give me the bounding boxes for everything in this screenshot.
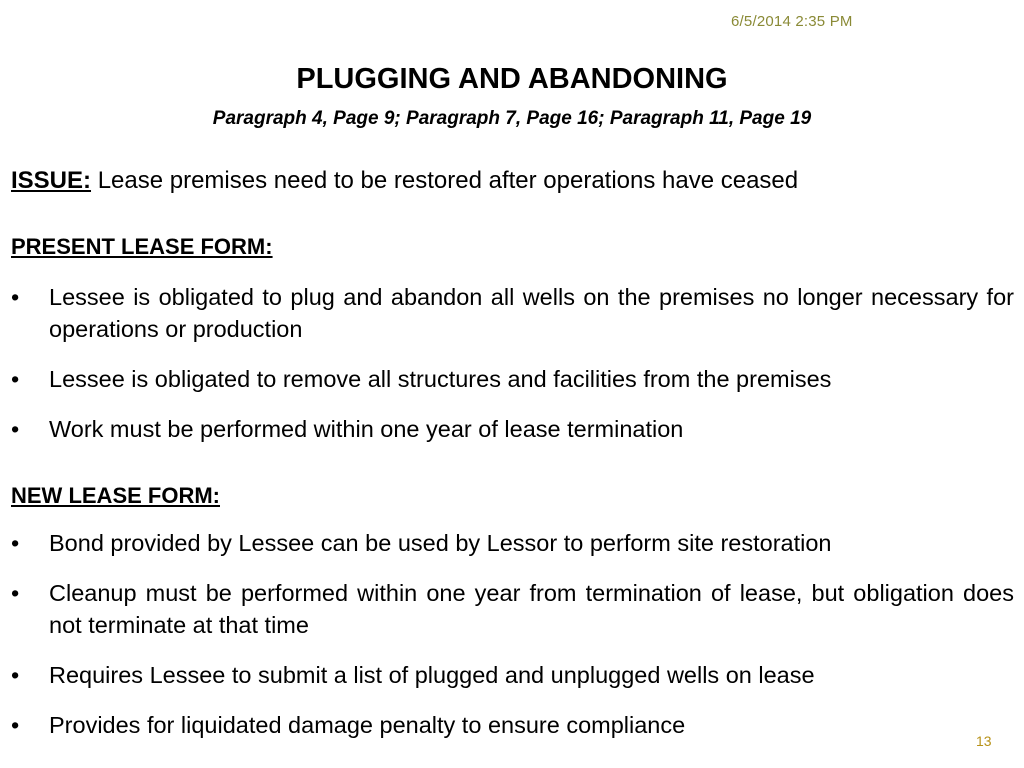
list-item-text: Bond provided by Lessee can be used by Lessor to perform site restoration: [49, 530, 832, 556]
list-item: [11, 709, 1014, 741]
present-lease-form-list: [11, 281, 1014, 463]
list-item-text: Work must be performed within one year of lease termination: [49, 416, 684, 442]
issue-label: ISSUE:: [11, 167, 92, 194]
list-item: [11, 363, 1014, 395]
list-item-text: Provides for liquidated damage penalty to ensure compliance: [49, 712, 686, 738]
list-item: [11, 659, 1014, 691]
page-number: 13: [976, 733, 992, 749]
bullet-icon: •: [11, 530, 20, 556]
list-item-text: Cleanup must be performed within one year from termination of lease, but obligation does not terminate at that time: [49, 580, 1014, 638]
bullet-icon: •: [11, 712, 20, 738]
issue-text: Lease premises need to be restored after operations have ceased: [97, 167, 799, 194]
slide-subtitle: Paragraph 4, Page 9; Paragraph 7, Page 16; Paragraph 11, Page 19: [212, 108, 812, 129]
list-item-text: Requires Lessee to submit a list of plugged and unplugged wells on lease: [49, 662, 815, 688]
list-item-text: Lessee is obligated to remove all structures and facilities from the premises: [49, 366, 832, 392]
list-item: [11, 413, 1014, 445]
bullet-icon: •: [11, 284, 20, 310]
list-item: [11, 577, 1014, 641]
new-lease-form-heading: NEW LEASE FORM:: [11, 483, 220, 508]
bullet-icon: •: [11, 580, 20, 606]
bullet-icon: •: [11, 366, 20, 392]
new-lease-form-list: [11, 527, 1014, 759]
list-item: [11, 281, 1014, 345]
list-item: [11, 527, 1014, 559]
slide-title: PLUGGING AND ABANDONING: [296, 63, 728, 95]
slide-date: 6/5/2014 2:35 PM: [731, 13, 853, 30]
issue-statement: [11, 167, 798, 195]
bullet-icon: •: [11, 416, 20, 442]
list-item-text: Lessee is obligated to plug and abandon all wells on the premises no longer necessary for operations or production: [49, 284, 1014, 342]
bullet-icon: •: [11, 662, 20, 688]
present-lease-form-heading: PRESENT LEASE FORM:: [11, 234, 273, 259]
